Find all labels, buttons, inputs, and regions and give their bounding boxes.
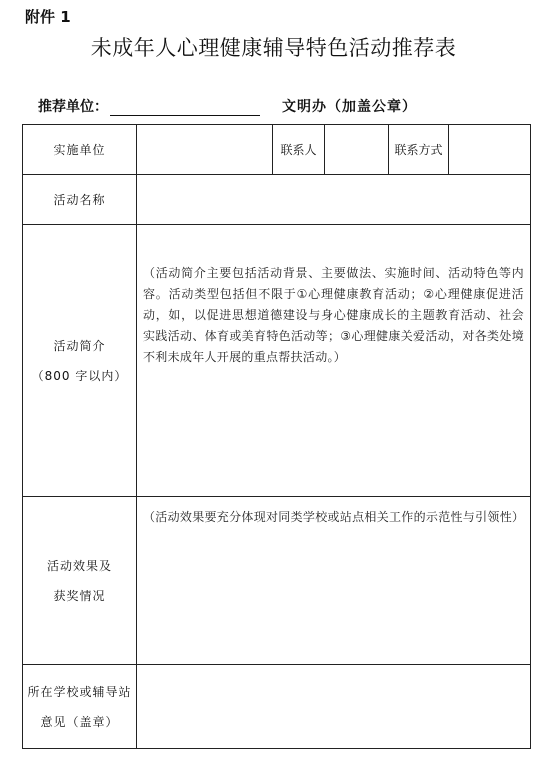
activity-name-field[interactable] bbox=[137, 175, 531, 225]
activity-effect-label bbox=[23, 497, 137, 665]
row-activity-name bbox=[23, 175, 531, 225]
school-opinion-label-line2: 意见（盖章） bbox=[40, 714, 119, 729]
row-activity-summary bbox=[23, 225, 531, 497]
page-title: 未成年人心理健康辅导特色活动推荐表 bbox=[90, 36, 457, 60]
school-opinion-label-line1: 所在学校或辅导站 bbox=[27, 684, 132, 699]
contact-person-field[interactable] bbox=[325, 125, 389, 175]
office-seal-label: 文明办（加盖公章） bbox=[282, 99, 417, 115]
school-opinion-label bbox=[23, 665, 137, 749]
attachment-label: 附件 1 bbox=[25, 8, 71, 26]
row-activity-effect bbox=[23, 497, 531, 665]
implementing-unit-field[interactable] bbox=[137, 125, 273, 175]
contact-method-field[interactable] bbox=[449, 125, 531, 175]
activity-summary-field[interactable] bbox=[137, 225, 531, 497]
row-implementing-unit bbox=[23, 125, 531, 175]
recommend-line bbox=[38, 96, 417, 116]
activity-summary-label-line1: 活动简介 bbox=[53, 338, 106, 353]
activity-summary-label bbox=[23, 225, 137, 497]
row-school-opinion bbox=[23, 665, 531, 749]
contact-person-label: 联系人 bbox=[273, 125, 325, 175]
activity-summary-hint: （活动简介主要包括活动背景、主要做法、实施时间、活动特色等内容。活动类型包括但不限于①心理健康教育活动；②心理健康促进活动，如，以促进思想道德建设与身心健康成长的主题教育活动、社会实践活动、体育或美育特色活动等；③心理健康关爱活动，对各类处境不利未成年人开展的重点帮扶活动。） bbox=[143, 266, 524, 364]
activity-name-label: 活动名称 bbox=[23, 175, 137, 225]
recommend-unit-label: 推荐单位： bbox=[38, 99, 108, 115]
implementing-unit-label: 实施单位 bbox=[23, 125, 137, 175]
activity-effect-label-line1: 活动效果及 bbox=[46, 558, 112, 573]
activity-effect-hint: （活动效果要充分体现对同类学校或站点相关工作的示范性与引领性） bbox=[143, 510, 525, 524]
activity-effect-label-line2: 获奖情况 bbox=[53, 588, 106, 603]
contact-method-label: 联系方式 bbox=[389, 125, 449, 175]
activity-summary-label-line2: （800 字以内） bbox=[31, 368, 128, 383]
recommendation-form bbox=[22, 124, 531, 749]
recommend-unit-field[interactable] bbox=[110, 101, 260, 116]
school-opinion-field[interactable] bbox=[137, 665, 531, 749]
activity-effect-field[interactable] bbox=[137, 497, 531, 665]
